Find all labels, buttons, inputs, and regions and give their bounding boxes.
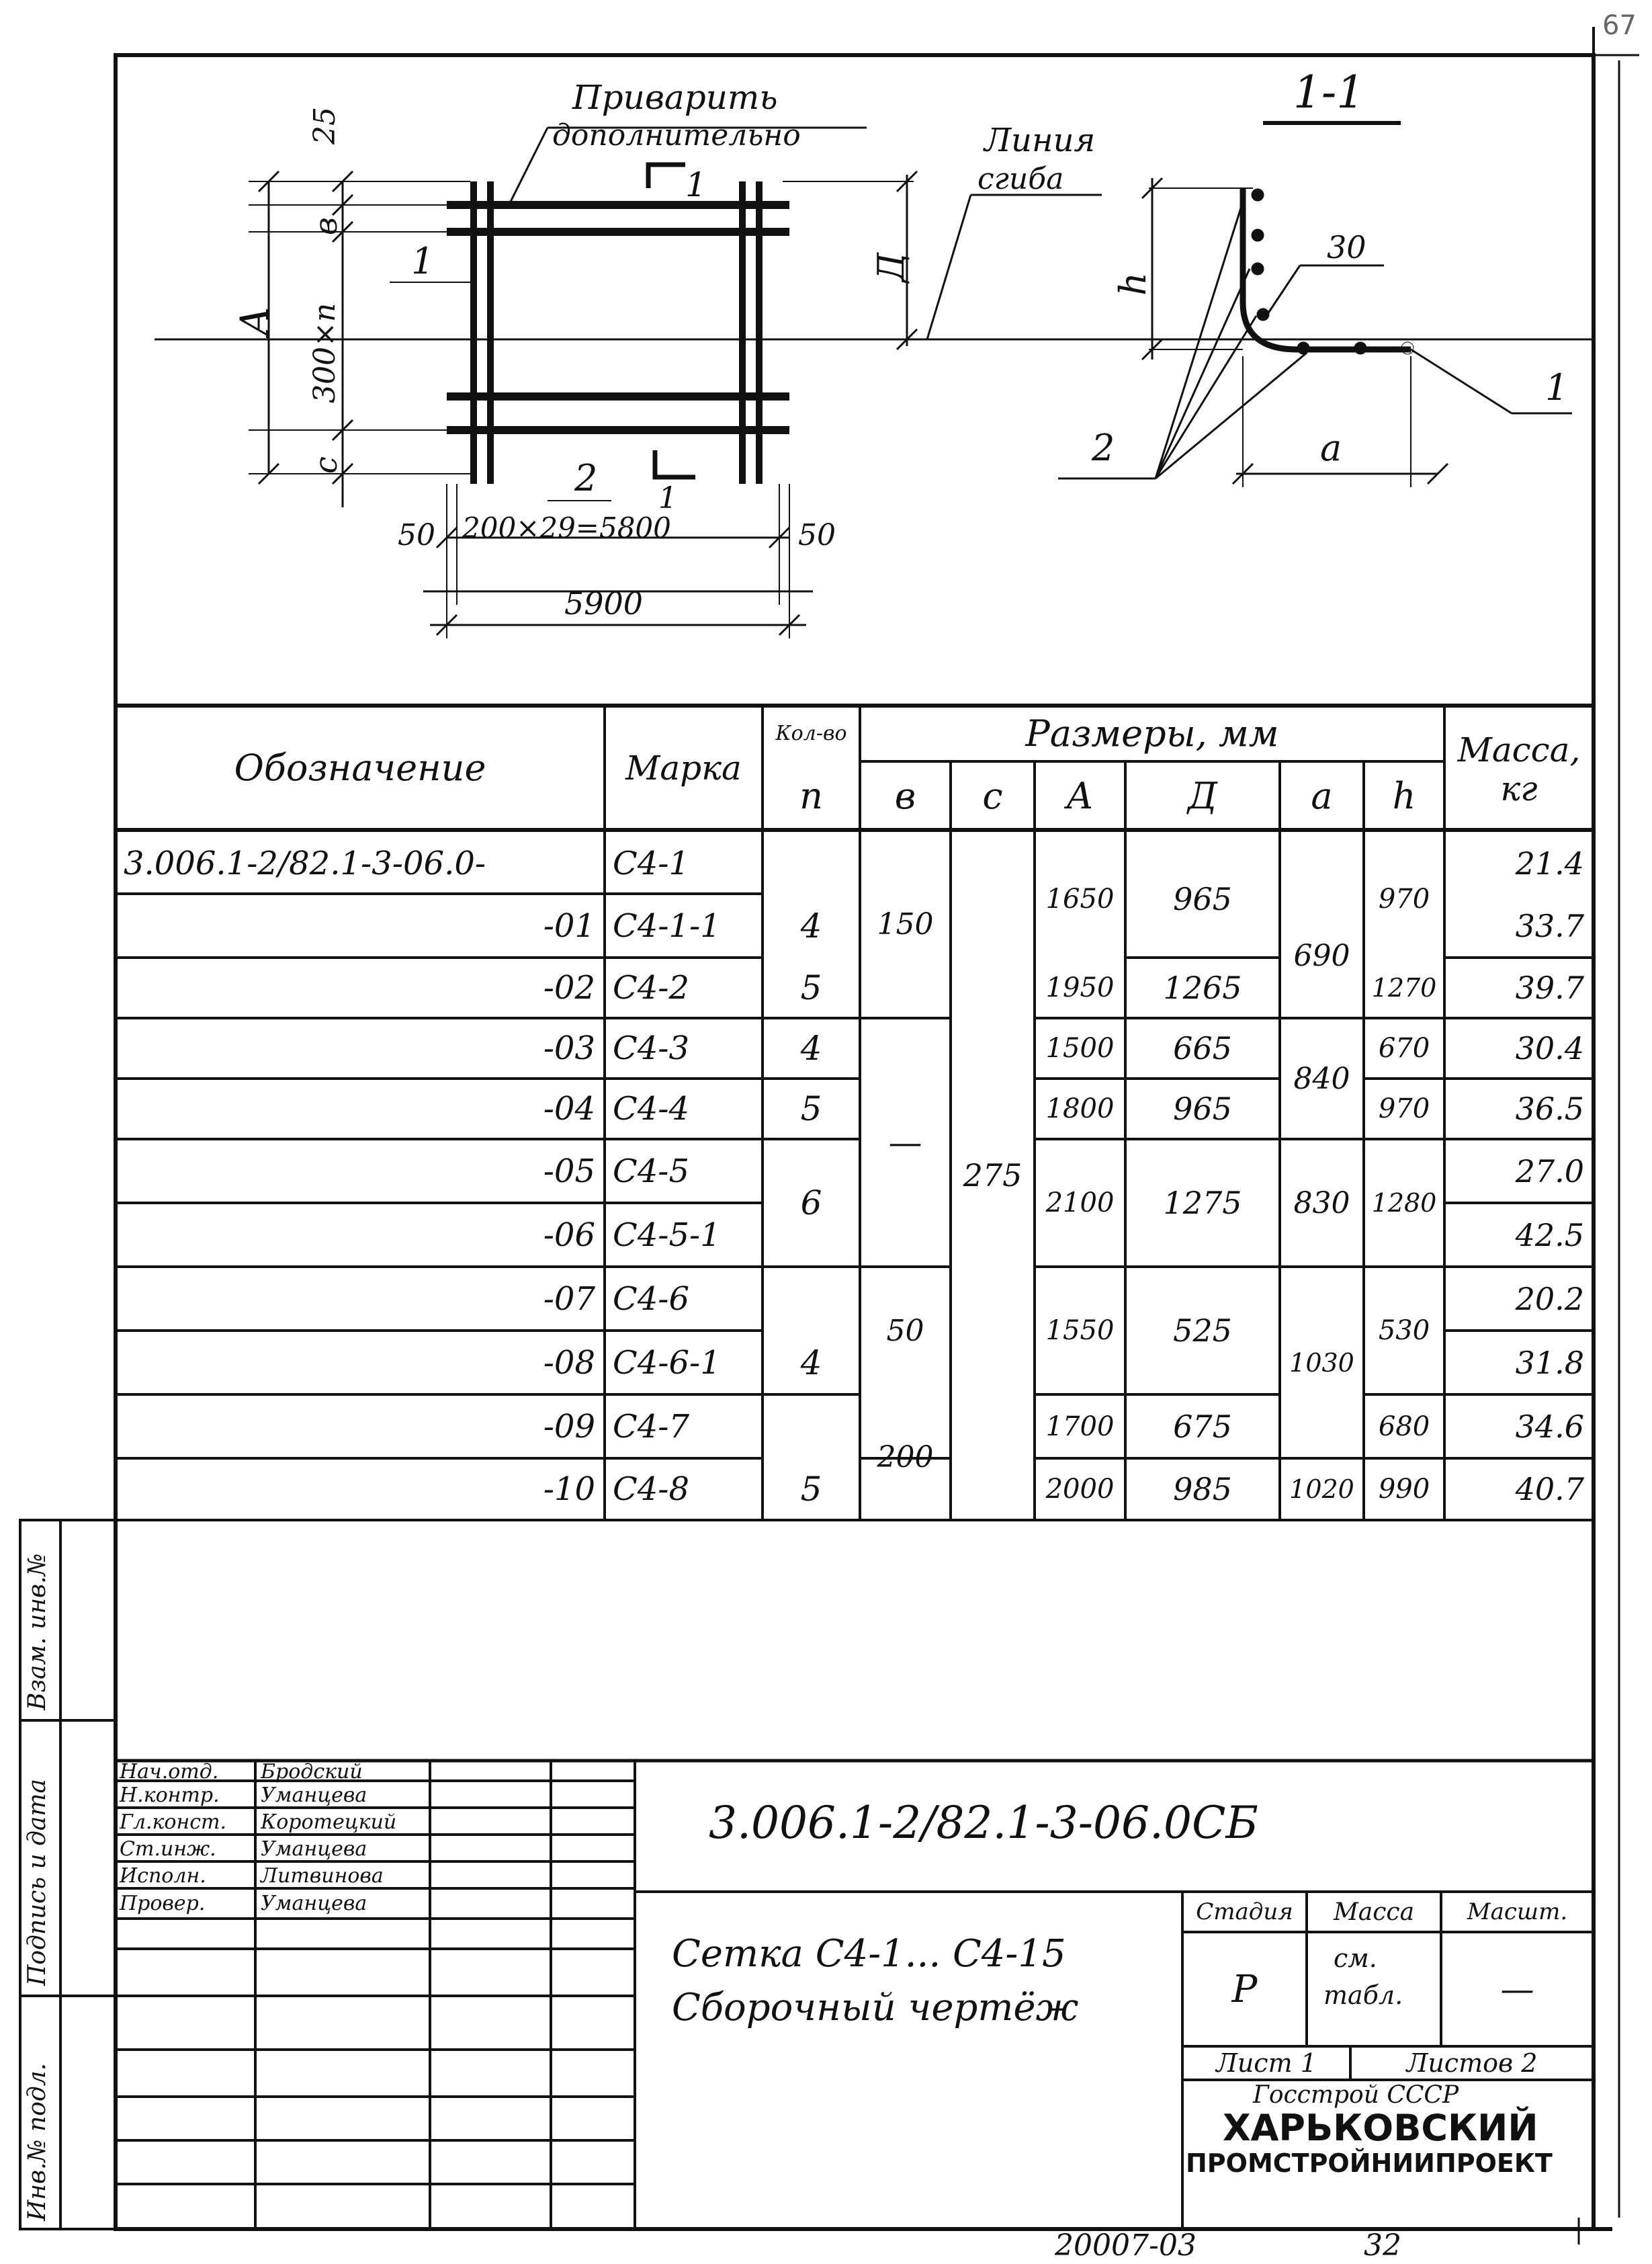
- row-code: 3.006.1-2/82.1-3-06.0-: [124, 845, 486, 882]
- weld-note-line2: дополнительно: [552, 118, 801, 153]
- signer-name: Уманцева: [261, 1892, 367, 1915]
- A-value: 1650: [1045, 883, 1115, 915]
- bottom-page-number: 32: [1364, 2228, 1401, 2263]
- role-label: Провер.: [120, 1892, 206, 1915]
- b-value: —: [888, 1123, 922, 1162]
- section-pos-1: 1: [1545, 366, 1569, 409]
- row-mass: 36.5: [1515, 1091, 1584, 1127]
- sheet-count: Листов 2: [1406, 2048, 1538, 2078]
- row-code: -01: [543, 907, 595, 945]
- row-mass: 33.7: [1515, 907, 1584, 944]
- row-mass: 20.2: [1515, 1280, 1584, 1317]
- A-value: 1800: [1045, 1093, 1115, 1124]
- row-mark: С4-2: [613, 969, 690, 1007]
- n-value: 5: [800, 968, 822, 1007]
- a-value: 830: [1293, 1185, 1350, 1220]
- header-dimensions: Размеры, мм: [1025, 712, 1279, 755]
- mass-header: Масса: [1333, 1898, 1415, 1926]
- row-mark: С4-5: [613, 1152, 690, 1190]
- dim-50-left: 50: [398, 518, 435, 552]
- a-value: 1020: [1289, 1474, 1354, 1504]
- h-value: 990: [1378, 1474, 1430, 1505]
- drawing-title-line2: Сборочный чертёж: [672, 1986, 1079, 2029]
- position-1-label: 1: [411, 240, 435, 282]
- header-b: в: [894, 774, 916, 817]
- row-code: -05: [543, 1152, 595, 1190]
- mass-value-2: табл.: [1323, 1980, 1403, 2010]
- row-mass: 21.4: [1515, 845, 1584, 882]
- b-value: 150: [877, 907, 934, 941]
- org-line3: ПРОМСТРОЙНИИПРОЕКТ: [1186, 2148, 1553, 2178]
- row-mark: С4-3: [613, 1030, 690, 1067]
- A-value: 1550: [1045, 1315, 1115, 1346]
- row-mark: С4-6: [613, 1280, 690, 1318]
- role-label: Н.контр.: [120, 1784, 220, 1807]
- org-line1: Госстрой СССР: [1253, 2081, 1459, 2109]
- dim-c: с: [308, 456, 344, 474]
- header-mark: Марка: [625, 748, 742, 788]
- section-mark-bottom: 1: [658, 481, 677, 515]
- signer-name: Коротецкий: [261, 1810, 397, 1834]
- header-n: n: [799, 774, 823, 817]
- a-value: 690: [1293, 939, 1350, 973]
- header-A: А: [1066, 774, 1094, 817]
- section-dim-a: a: [1320, 427, 1342, 469]
- h-value: 970: [1378, 1093, 1430, 1124]
- dim-5900: 5900: [564, 585, 644, 622]
- D-value: 985: [1173, 1471, 1232, 1507]
- row-mark: С4-6-1: [613, 1343, 721, 1382]
- A-value: 1950: [1045, 972, 1115, 1003]
- row-code: -02: [543, 969, 595, 1007]
- b-value: 200: [877, 1440, 934, 1474]
- bend-line-note-2: сгиба: [977, 162, 1064, 196]
- header-D: Д: [1188, 774, 1217, 817]
- row-code: -08: [543, 1343, 595, 1382]
- D-value: 525: [1173, 1312, 1232, 1349]
- c-value: 275: [963, 1157, 1023, 1193]
- section-mark-top: 1: [685, 165, 707, 204]
- section-dim-30: 30: [1327, 229, 1366, 265]
- a-value: 840: [1293, 1061, 1350, 1096]
- row-mark: С4-8: [613, 1470, 690, 1508]
- sheet-number: Лист 1: [1216, 2048, 1317, 2078]
- D-value: 965: [1173, 1091, 1232, 1127]
- drawing-title-line1: Сетка С4-1... С4-15: [672, 1932, 1066, 1976]
- section-title: 1-1: [1293, 67, 1365, 118]
- section-dim-h: h: [1112, 272, 1154, 296]
- D-value: 1265: [1163, 970, 1242, 1006]
- mesh-plan: [155, 128, 1592, 638]
- header-c: с: [982, 774, 1003, 817]
- stage-header: Стадия: [1196, 1898, 1293, 1925]
- h-value: 680: [1378, 1411, 1430, 1442]
- bend-line-note-1: Линия: [984, 122, 1096, 159]
- dim-D: Д: [870, 253, 912, 282]
- n-value: 4: [800, 906, 822, 946]
- A-value: 1700: [1045, 1411, 1115, 1442]
- n-value: 5: [800, 1470, 822, 1509]
- row-mark: С4-5-1: [613, 1216, 721, 1254]
- row-code: -10: [543, 1470, 595, 1508]
- dim-25: 25: [308, 107, 342, 144]
- row-code: -07: [543, 1280, 595, 1318]
- dim-5800: 200×29=5800: [462, 511, 671, 544]
- row-mass: 27.0: [1515, 1152, 1584, 1189]
- dim-A: А: [232, 306, 277, 336]
- dim-50-right: 50: [798, 518, 836, 552]
- scale-header: Масшт.: [1467, 1898, 1568, 1925]
- header-qty: Кол-во: [775, 722, 847, 745]
- signer-name: Уманцева: [261, 1837, 367, 1861]
- row-mass: 42.5: [1515, 1216, 1584, 1253]
- D-value: 1275: [1163, 1185, 1242, 1221]
- stamp-inv-original: Инв.№ подл.: [24, 2062, 51, 2221]
- dim-b: в: [308, 217, 344, 235]
- stamp-sign-date: Подпись и дата: [24, 1779, 51, 1986]
- document-code: 3.006.1-2/82.1-3-06.0СБ: [709, 1797, 1258, 1849]
- section-1-1: [1058, 123, 1572, 487]
- h-value: 1270: [1371, 973, 1437, 1003]
- row-mark: С4-1-1: [613, 907, 721, 945]
- row-mass: 40.7: [1515, 1471, 1584, 1507]
- row-mark: С4-4: [613, 1090, 690, 1128]
- role-label: Исполн.: [120, 1864, 206, 1888]
- signer-name: Бродский: [261, 1760, 363, 1784]
- corner-top-number: 67: [1602, 10, 1637, 41]
- header-h: h: [1392, 774, 1416, 817]
- header-mass: Масса, кг: [1457, 730, 1581, 808]
- position-2-label: 2: [574, 457, 598, 499]
- header-designation: Обозначение: [234, 747, 486, 789]
- section-pos-2: 2: [1092, 427, 1115, 469]
- row-code: -04: [543, 1090, 595, 1128]
- row-mass: 39.7: [1515, 970, 1584, 1006]
- signer-name: Уманцева: [261, 1784, 367, 1807]
- row-code: -03: [543, 1030, 595, 1067]
- dim-300n: 300×n: [308, 302, 342, 403]
- row-mass: 31.8: [1515, 1344, 1584, 1381]
- weld-note-line1: Приварить: [572, 78, 778, 117]
- D-value: 675: [1173, 1408, 1232, 1445]
- n-value: 4: [800, 1029, 822, 1068]
- row-mass: 34.6: [1515, 1408, 1584, 1445]
- h-value: 970: [1378, 883, 1430, 915]
- h-value: 1280: [1371, 1188, 1437, 1218]
- role-label: Гл.конст.: [120, 1810, 227, 1834]
- role-label: Ст.инж.: [120, 1837, 216, 1861]
- signer-name: Литвинова: [261, 1864, 384, 1888]
- row-mark: С4-1: [613, 845, 690, 882]
- row-code: -06: [543, 1216, 595, 1254]
- header-a: а: [1311, 774, 1333, 817]
- n-value: 6: [800, 1183, 822, 1222]
- A-value: 2000: [1045, 1474, 1115, 1505]
- D-value: 965: [1173, 880, 1232, 917]
- n-value: 4: [800, 1343, 822, 1382]
- b-value: 50: [886, 1313, 924, 1348]
- mass-value-1: см.: [1334, 1943, 1377, 1973]
- row-mark: С4-7: [613, 1407, 690, 1445]
- D-value: 665: [1173, 1030, 1232, 1066]
- a-value: 1030: [1289, 1347, 1354, 1378]
- h-value: 670: [1378, 1033, 1430, 1064]
- role-label: Нач.отд.: [120, 1760, 219, 1784]
- A-value: 1500: [1045, 1033, 1115, 1064]
- scale-value: —: [1500, 1970, 1534, 2009]
- A-value: 2100: [1045, 1187, 1115, 1218]
- stage-value: Р: [1231, 1967, 1258, 2011]
- org-line2: ХАРЬКОВСКИЙ: [1223, 2107, 1538, 2149]
- row-mass: 30.4: [1515, 1030, 1584, 1066]
- n-value: 5: [800, 1089, 822, 1128]
- bottom-code: 20007-03: [1055, 2228, 1197, 2263]
- stamp-inv-substitute: Взам. инв.№: [24, 1553, 51, 1710]
- row-code: -09: [543, 1407, 595, 1445]
- h-value: 530: [1378, 1315, 1430, 1346]
